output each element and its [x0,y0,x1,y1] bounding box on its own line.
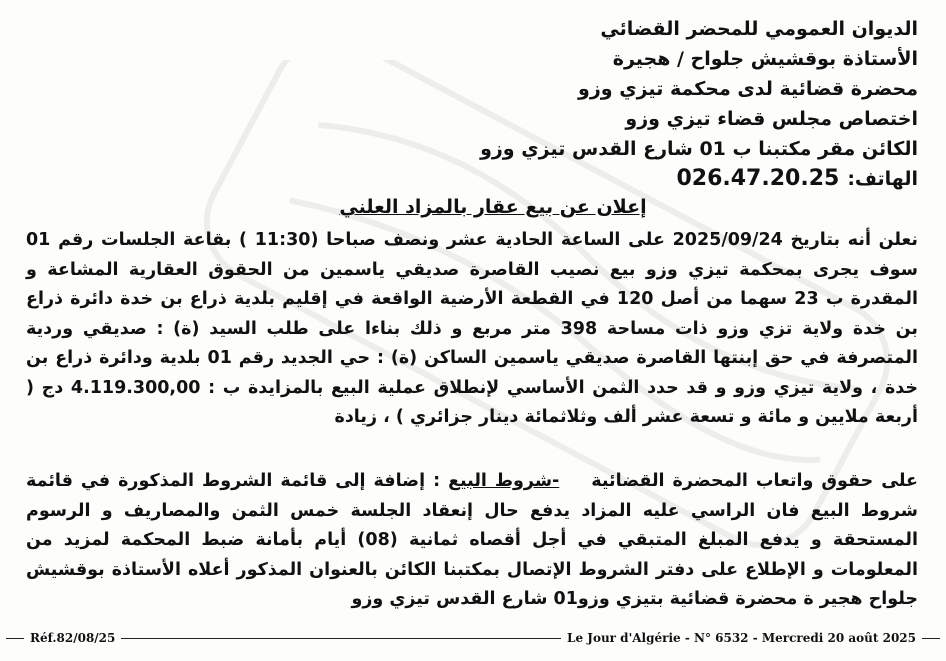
sale-conditions-paragraph [26,467,918,615]
bailiff-name: الأستاذة بوقشيش جلواح / هجيرة [612,48,918,70]
notice-title: إعلان عن بيع عقار بالمزاد العلني [339,196,647,218]
notice-title-row [0,196,946,218]
conditions-text: : إضافة إلى قائمة الشروط المذكورة في قائمة شروط البيع فان الراسي عليه المزاد يدفع حال إنعقاد الجلسة خمس الثمن والمصاريف و الرسوم المستحقة و يدفع المبلغ المتبقي في أجل أقصاه ثمانية (08) أيام بأمانة ضبط المحكمة لمزيد من المعلومات و الإطلاع على دفتر الشروط الإتصال بمكتبنا الكائن بالعنوان المذكور أعلاه الأستاذة بوقشيش جلواح هجير ة محضرة قضائية بتيزي وزو01 شارع القدس تيزي وزو [26,471,918,609]
footer-rule-right [922,638,940,639]
jurisdiction-line: اختصاص مجلس قضاء تيزي وزو [625,108,918,130]
conditions-lead: على حقوق واتعاب المحضرة القضائية [591,471,918,491]
publication-info: Le Jour d'Algérie - N° 6532 - Mercredi 20 août 2025 [567,631,916,645]
footer-rule-middle [121,638,561,639]
phone-number: 026.47.20.25 [676,166,840,191]
court-line: محضرة قضائية لدى محكمة تيزي وزو [578,78,918,100]
bailiff-office-header [98,14,918,194]
office-name: الديوان العمومي للمحضر القضائي [600,18,918,40]
footer-rule-left [6,638,24,639]
address-line: الكائن مقر مكتبنا ب 01 شارع القدس تيزي وزو [480,138,918,160]
auction-announcement-paragraph: نعلن أنه بتاريخ 2025/09/24 على الساعة الحادية عشر ونصف صباحا (11:30 ) بقاعة الجلسات رقم 01 سوف يجرى بمحكمة تيزي وزو بيع نصيب القاصرة صديقي ياسمين من الحقوق العقارية المشاعة و المقدرة ب 23 سهما من أصل 120 في القطعة الأرضية الواقعة في إقليم بلدية ذراع بن خدة دائرة ذراع بن خدة ولاية تزي وزو ذات مساحة 398 متر مربع و ذلك بناءا على طلب السيد (ة) : صديقي وردية المتصرفة في حق إبنتها القاصرة صديقي ياسمين الساكن (ة) : حي الجديد رقم 01 بلدية ودائرة ذراع بن خدة ، ولاية تيزي وزو و قد حدد الثمن الأساسي لإنطلاق عملية البيع بالمزايدة ب : 4.119.300,00 دج ( أربعة ملايين و مائة و تسعة عشر ألف وثلاثمائة دينار جزائري ) ، زيادة [26,230,918,427]
publication-footer [6,628,940,648]
reference-number: Réf.82/08/25 [30,631,116,645]
phone-row [98,164,918,194]
phone-label: الهاتف: [847,168,918,190]
conditions-heading: -شروط البيع [448,471,560,491]
